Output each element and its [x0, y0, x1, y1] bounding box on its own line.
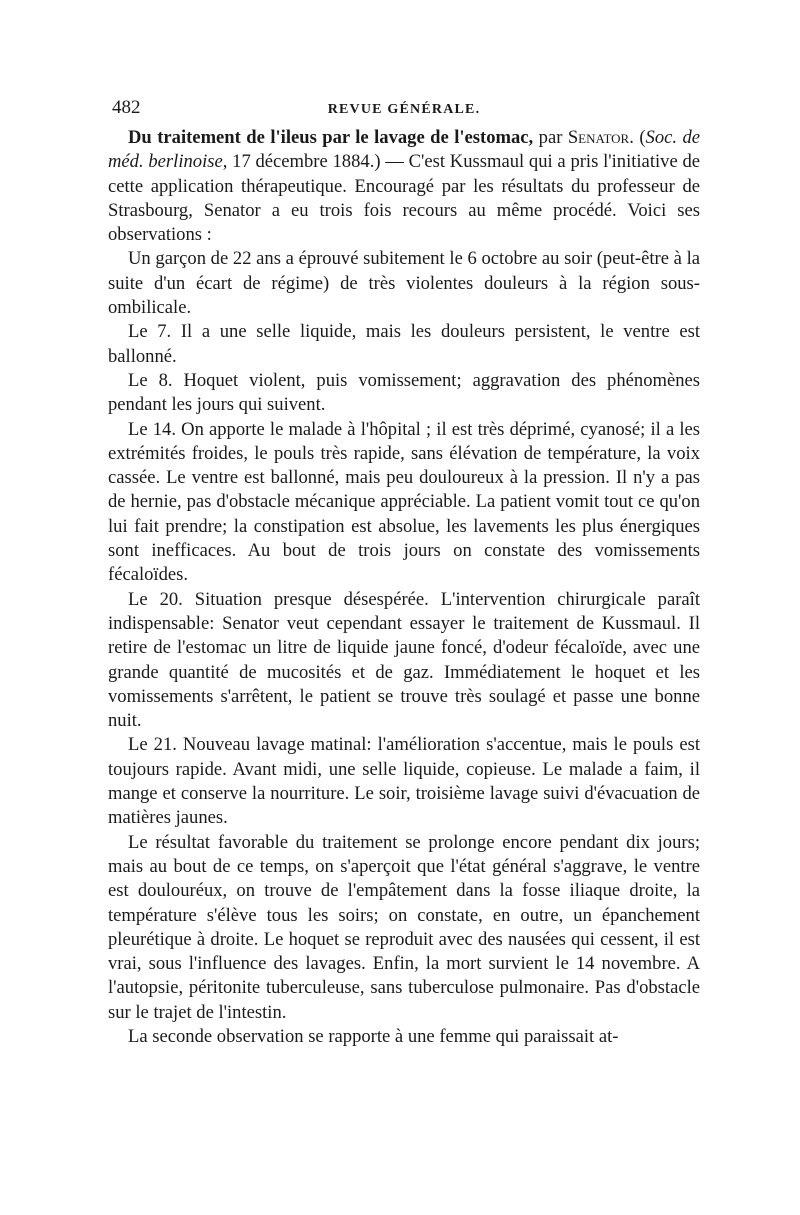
body-paragraph: Le 20. Situation presque désespérée. L'intervention chirurgicale paraît indispensable: Senator veut cependant essayer le traitement de Kussmaul. Il retire de l'estomac un litre de liquide jaune foncé, d'odeur fécaloïde, avec une grande quantité de mucosités et de gaz. Immédiatement le hoquet et les vomissements s'arrêtent, le patient se trouve très soulagé et passe une bonne nuit.	[108, 588, 700, 732]
body-paragraph: Le 7. Il a une selle liquide, mais les douleurs persistent, le ventre est ballonné.	[108, 321, 700, 367]
source-open: (	[633, 127, 646, 148]
byline-connector: par	[533, 127, 568, 148]
running-head-title: REVUE GÉNÉRALE.	[327, 102, 481, 117]
document-page	[108, 96, 700, 1049]
body-paragraph: Le 21. Nouveau lavage matinal: l'amélioration s'accentue, mais le pouls est toujours rapide. Avant midi, une selle liquide, copieuse. Le malade a faim, il mange et conserve la nourriture. Le soir, troisième lavage suivi d'évacuation de matières jaunes.	[108, 734, 700, 829]
source-journal: Soc. de méd. berlinoise	[108, 127, 701, 173]
article-title: Du traitement de l'ileus par le lavage de l'estomac,	[128, 127, 534, 148]
body-paragraph: La seconde observation se rapporte à une femme qui paraissait at-	[128, 1025, 619, 1047]
body-paragraph: Le résultat favorable du traitement se prolonge encore pendant dix jours; mais au bout de ce temps, on s'aperçoit que l'état général s'aggrave, le ventre est doulouréux, on trouve de l'empâtement dans la fosse iliaque droite, la température s'élève tous les soirs; on constate, en outre, un épanchement pleurétique à droite. Le hoquet se reproduit avec des nausées qui cessent, il est vrai, sous l'influence des lavages. Enfin, la mort survient le 14 novembre. A l'autopsie, péritonite tuberculeuse, sans tuberculose pulmonaire. Pas d'obstacle sur le trajet de l'intestin.	[108, 831, 700, 1023]
article-intro-paragraph	[108, 126, 700, 247]
body-paragraph: Le 14. On apporte le malade à l'hôpital ; il est très déprimé, cyanosé; il a les extrémités froides, le pouls très rapide, sans élévation de température, la voix cassée. Le ventre est ballonné, mais peu douloureux à la pression. Il n'y a pas de hernie, pas d'obstacle mécanique appréciable. La patient vomit tout ce qu'on lui fait prendre; la constipation est absolue, les lavements les plus énergiques sont inefficaces. Au bout de trois jours on constate des vomissements fécaloïdes.	[108, 418, 700, 586]
body-paragraph: Un garçon de 22 ans a éprouvé subitement le 6 octobre au soir (peut-être à la suite d'un écart de régime) de très violentes douleurs à la région sous-ombilicale.	[108, 248, 700, 319]
body-paragraph: Le 8. Hoquet violent, puis vomissement; aggravation des phénomènes pendant les jours qui suivent.	[108, 369, 700, 416]
article-author: Senator.	[567, 127, 634, 148]
intro-text: , 17 décembre 1884.) — C'est Kussmaul qui a pris l'initiative de cette application thérapeutique. Encouragé par les résultats du professeur de Strasbourg, Senator a eu trois fois recours au même procédé. Voici ses observations :	[108, 151, 700, 246]
page-number: 482	[112, 97, 141, 118]
running-head	[108, 96, 700, 122]
